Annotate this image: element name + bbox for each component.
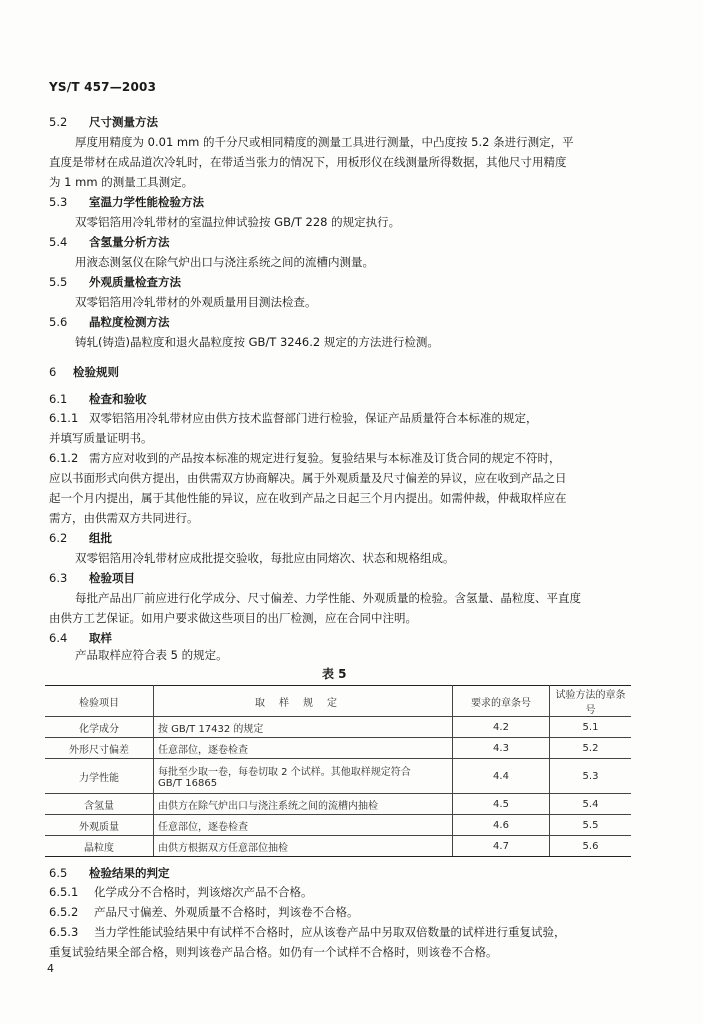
cell-method: 5.3 xyxy=(550,759,632,794)
cell-rule-line: GB/T 16865 xyxy=(158,778,218,789)
clause-number: 6.1.2 xyxy=(49,451,79,465)
section-title: 含氢量分析方法 xyxy=(89,235,170,249)
clause-6-5-2-line xyxy=(49,905,359,919)
paragraph-line: 每批产品出厂前应进行化学成分、尺寸偏差、力学性能、外观质量的检验。含氢量、晶粒度、平直度 xyxy=(75,591,581,605)
cell-method: 5.4 xyxy=(550,794,632,815)
cell-rule: 由供方根据双方任意部位抽检 xyxy=(154,836,453,857)
clause-number: 6.5.3 xyxy=(49,925,79,939)
section-title: 组批 xyxy=(89,531,112,545)
section-5-5-heading xyxy=(49,275,181,289)
table-row xyxy=(45,759,631,794)
section-number: 6.3 xyxy=(49,571,68,585)
chapter-number: 6 xyxy=(49,365,57,379)
paragraph-line: 用液态测氢仪在除气炉出口与浇注系统之间的流槽内测量。 xyxy=(75,255,374,269)
paragraph-line: 为 1 mm 的测量工具测定。 xyxy=(49,175,194,189)
section-title: 检查和验收 xyxy=(89,392,147,406)
section-title: 室温力学性能检验方法 xyxy=(89,195,204,209)
cell-method: 5.6 xyxy=(550,836,632,857)
column-header: 取样规定 xyxy=(154,686,453,717)
section-5-4-heading xyxy=(49,235,170,249)
cell-req: 4.5 xyxy=(453,794,550,815)
cell-rule: 由供方在除气炉出口与浇注系统之间的流槽内抽检 xyxy=(154,794,453,815)
section-number: 6.1 xyxy=(49,392,68,406)
clause-text: 需方应对收到的产品按本标准的规定进行复验。复验结果与本标准及订货合同的规定不符时， xyxy=(89,451,561,465)
cell-method: 5.1 xyxy=(550,717,632,738)
column-header: 试验方法的章条号 xyxy=(550,686,632,717)
section-title: 外观质量检查方法 xyxy=(89,275,181,289)
paragraph-line: 铸轧(铸造)晶粒度和退火晶粒度按 GB/T 3246.2 规定的方法进行检测。 xyxy=(75,335,439,349)
cell-item: 外形尺寸偏差 xyxy=(45,738,154,759)
paragraph-line: 需方，由供需双方共同进行。 xyxy=(49,511,199,525)
cell-item: 力学性能 xyxy=(45,759,154,794)
section-5-6-heading xyxy=(49,315,170,329)
section-5-3-heading xyxy=(49,195,204,209)
page-number: 4 xyxy=(47,962,54,975)
cell-rule: 任意部位，逐卷检查 xyxy=(154,815,453,836)
cell-rule: 任意部位，逐卷检查 xyxy=(154,738,453,759)
table-row xyxy=(45,794,631,815)
column-header: 检验项目 xyxy=(45,686,154,717)
table-row xyxy=(45,738,631,759)
section-title: 检验项目 xyxy=(89,571,135,585)
clause-number: 6.5.1 xyxy=(49,885,79,899)
section-title: 取样 xyxy=(89,631,112,645)
column-header: 要求的章条号 xyxy=(453,686,550,717)
paragraph-line: 重复试验结果全部合格，则判该卷产品合格。如仍有一个试样不合格时，则该卷不合格。 xyxy=(49,945,498,959)
table-row xyxy=(45,836,631,857)
table-header-row xyxy=(45,686,631,717)
cell-rule xyxy=(154,759,453,794)
clause-6-1-1-line xyxy=(49,411,538,425)
cell-item: 化学成分 xyxy=(45,717,154,738)
cell-rule-line: 每批至少取一卷，每卷切取 2 个试样。其他取样规定符合 xyxy=(158,767,411,778)
section-title: 尺寸测量方法 xyxy=(89,115,158,129)
clause-6-1-2-line xyxy=(49,451,561,465)
chapter-title: 检验规则 xyxy=(73,365,119,379)
cell-req: 4.2 xyxy=(453,717,550,738)
sampling-table xyxy=(45,685,631,857)
table-row xyxy=(45,717,631,738)
section-6-4-heading xyxy=(49,631,112,645)
section-6-1-heading xyxy=(49,392,147,406)
paragraph-line: 并填写质量证明书。 xyxy=(49,431,153,445)
cell-rule: 按 GB/T 17432 的规定 xyxy=(154,717,453,738)
clause-6-5-3-line xyxy=(49,925,566,939)
paragraph-line: 应以书面形式向供方提出，由供需双方协商解决。属于外观质量及尺寸偏差的异议，应在收到产品之日 xyxy=(49,471,567,485)
table-row xyxy=(45,815,631,836)
paragraph-line: 产品取样应符合表 5 的规定。 xyxy=(75,648,228,662)
clause-number: 6.5.2 xyxy=(49,905,79,919)
cell-req: 4.7 xyxy=(453,836,550,857)
paragraph-line: 双零铝箔用冷轧带材应成批提交验收，每批应由同熔次、状态和规格组成。 xyxy=(75,551,455,565)
clause-6-5-1-line xyxy=(49,885,313,899)
clause-text: 双零铝箔用冷轧带材应由供方技术监督部门进行检验，保证产品质量符合本标准的规定， xyxy=(89,411,538,425)
paragraph-line: 起一个月内提出，属于其他性能的异议，应在收到产品之日起三个月内提出。如需仲裁，仲裁取样应在 xyxy=(49,491,567,505)
section-number: 5.4 xyxy=(49,235,68,249)
section-title: 检验结果的判定 xyxy=(89,866,170,880)
section-number: 6.5 xyxy=(49,866,68,880)
paragraph-line: 双零铝箔用冷轧带材的室温拉伸试验按 GB/T 228 的规定执行。 xyxy=(75,215,401,229)
section-6-2-heading xyxy=(49,531,112,545)
section-number: 5.5 xyxy=(49,275,68,289)
section-number: 6.4 xyxy=(49,631,68,645)
section-number: 5.2 xyxy=(49,115,68,129)
section-title: 晶粒度检测方法 xyxy=(89,315,170,329)
cell-req: 4.6 xyxy=(453,815,550,836)
section-number: 5.6 xyxy=(49,315,68,329)
paragraph-line: 直度是带材在成品道次冷轧时，在带适当张力的情况下，用板形仪在线测量所得数据，其他尺寸用精度 xyxy=(49,155,567,169)
section-number: 6.2 xyxy=(49,531,68,545)
section-6-5-heading xyxy=(49,866,170,880)
paragraph-line: 双零铝箔用冷轧带材的外观质量用目测法检查。 xyxy=(75,295,317,309)
chapter-6-heading xyxy=(49,365,119,379)
clause-text: 产品尺寸偏差、外观质量不合格时，判该卷不合格。 xyxy=(94,905,359,919)
standard-code: YS/T 457—2003 xyxy=(49,80,157,94)
section-6-3-heading xyxy=(49,571,135,585)
section-5-2-heading xyxy=(49,115,158,129)
cell-item: 外观质量 xyxy=(45,815,154,836)
clause-number: 6.1.1 xyxy=(49,411,79,425)
cell-req: 4.4 xyxy=(453,759,550,794)
clause-text: 当力学性能试验结果中有试样不合格时，应从该卷产品中另取双倍数量的试样进行重复试验， xyxy=(94,925,566,939)
table-caption: 表 5 xyxy=(322,667,347,681)
paragraph-line: 由供方工艺保证。如用户要求做这些项目的出厂检测，应在合同中注明。 xyxy=(49,611,417,625)
cell-method: 5.5 xyxy=(550,815,632,836)
cell-req: 4.3 xyxy=(453,738,550,759)
clause-text: 化学成分不合格时，判该熔次产品不合格。 xyxy=(94,885,313,899)
cell-item: 含氢量 xyxy=(45,794,154,815)
cell-item: 晶粒度 xyxy=(45,836,154,857)
cell-method: 5.2 xyxy=(550,738,632,759)
section-number: 5.3 xyxy=(49,195,68,209)
paragraph-line: 厚度用精度为 0.01 mm 的千分尺或相同精度的测量工具进行测量，中凸度按 5.2 条进行测定，平 xyxy=(75,135,574,149)
